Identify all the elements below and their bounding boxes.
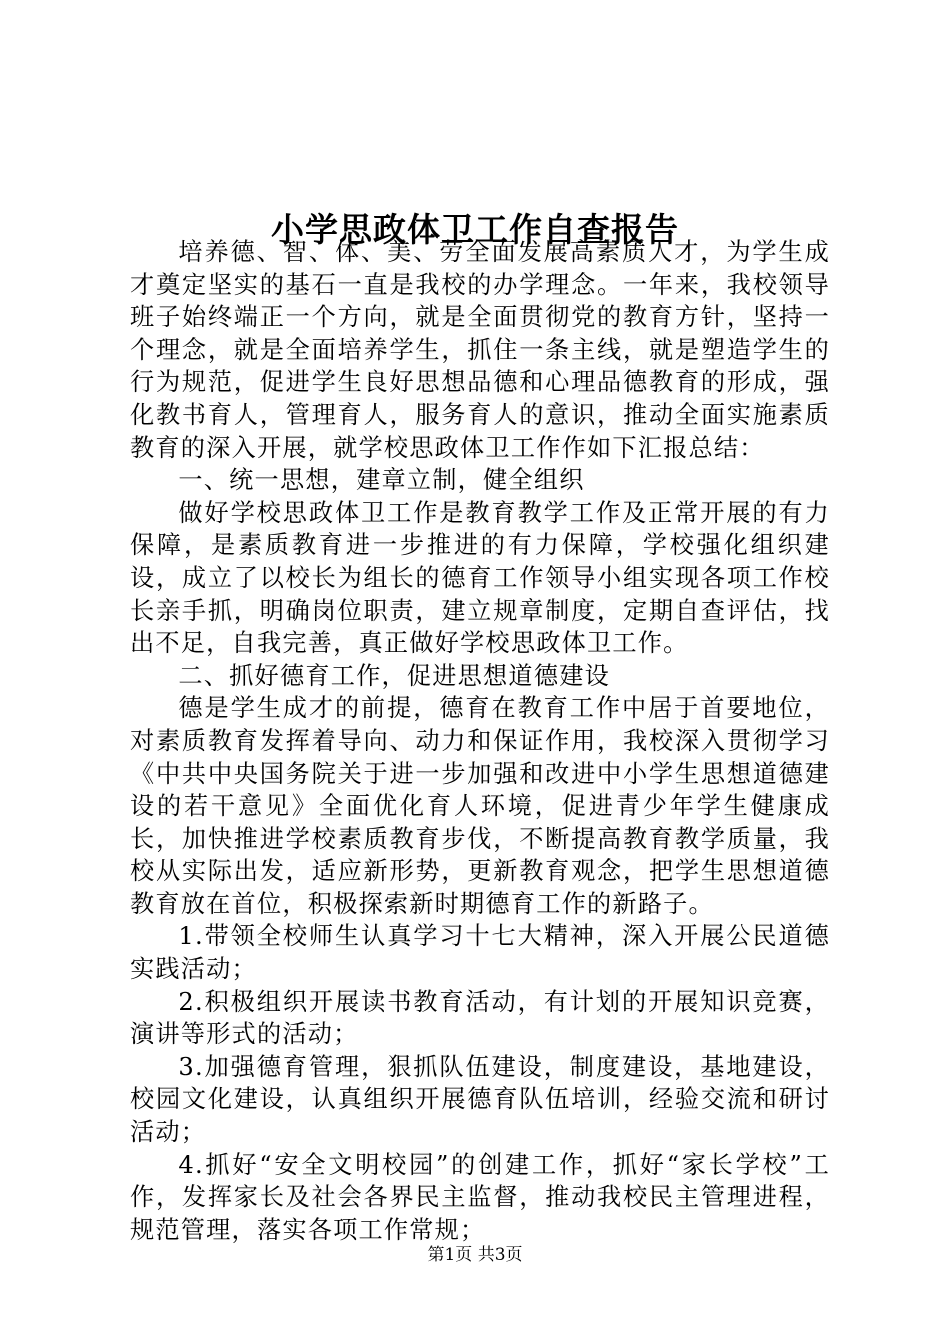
intro-paragraph: 培养德、智、体、美、劳全面发展高素质人才，为学生成才奠定坚实的基石一直是我校的办学理念。一年来，我校领导班子始终端正一个方向，就是全面贯彻党的教育方针，坚持一个理念，就是全面培养学生，抓住一条主线，就是塑造学生的行为规范，促进学生良好思想品德和心理品德教育的形成，强化教书育人，管理育人，服务育人的意识，推动全面实施素质教育的深入开展，就学校思政体卫工作作如下汇报总结： — [130, 238, 830, 462]
list-item-3: 3.加强德育管理，狠抓队伍建设，制度建设，基地建设，校园文化建设，认真组织开展德育队伍培训，经验交流和研讨活动； — [130, 1052, 830, 1147]
list-item-2: 2.积极组织开展读书教育活动，有计划的开展知识竞赛，演讲等形式的活动； — [130, 987, 830, 1049]
document-body — [130, 236, 830, 1246]
section-paragraph-1: 做好学校思政体卫工作是教育教学工作及正常开展的有力保障，是素质教育进一步推进的有力保障，学校强化组织建设，成立了以校长为组长的德育工作领导小组实现各项工作校长亲手抓，明确岗位职责，建立规章制度，定期自查评估，找出不足，自我完善，真正做好学校思政体卫工作。 — [130, 498, 830, 658]
list-item-4: 4.抓好“安全文明校园”的创建工作，抓好“家长学校”工作，发挥家长及社会各界民主监督，推动我校民主管理进程，规范管理，落实各项工作常规； — [130, 1150, 830, 1244]
section-paragraph-2: 德是学生成才的前提，德育在教育工作中居于首要地位，对素质教育发挥着导向、动力和保证作用，我校深入贯彻学习《中共中央国务院关于进一步加强和改进中小学生思想道德建设的若干意见》全面优化育人环境，促进青少年学生健康成长，加快推进学校素质教育步伐，不断提高教育教学质量，我校从实际出发，适应新形势，更新教育观念，把学生思想道德教育放在首位，积极探索新时期德育工作的新路子。 — [130, 694, 830, 918]
document-title: 小学思政体卫工作自查报告 — [271, 210, 679, 250]
section-heading-2: 二、抓好德育工作，促进思想道德建设 — [178, 661, 610, 690]
list-item-1: 1.带领全校师生认真学习十七大精神，深入开展公民道德实践活动； — [130, 922, 830, 984]
section-heading-1: 一、统一思想，建章立制，健全组织 — [178, 466, 585, 495]
page-footer: 第1页 共3页 — [427, 1245, 523, 1265]
